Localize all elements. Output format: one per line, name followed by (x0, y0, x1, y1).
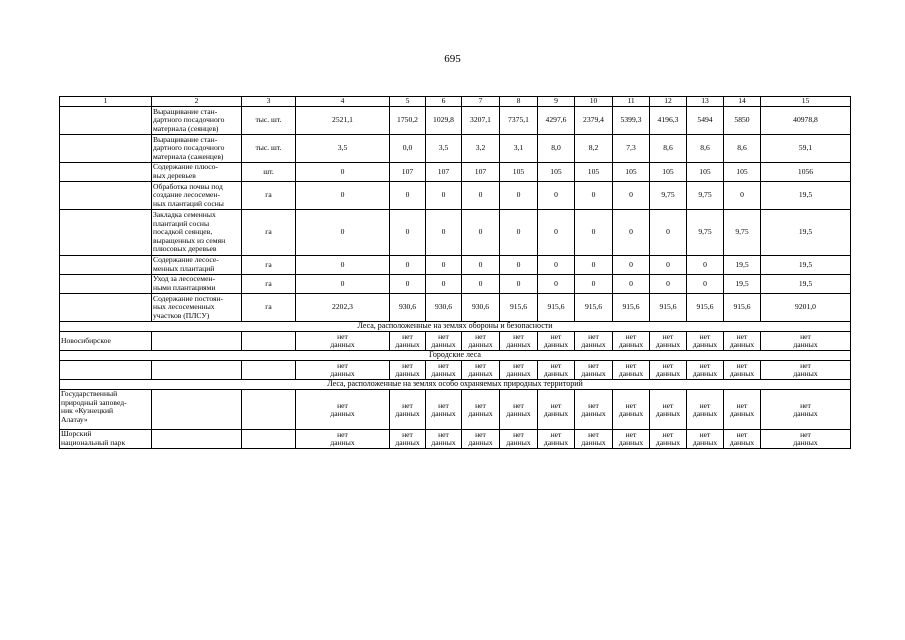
no-data-cell: нет данных (724, 430, 761, 449)
table-row (60, 210, 851, 256)
value-cell: 0 (390, 210, 426, 256)
value-cell: 915,6 (500, 294, 538, 322)
no-data-cell: нет данных (390, 430, 426, 449)
column-header: 12 (650, 97, 687, 107)
table-body (60, 97, 851, 449)
value-cell: 105 (613, 163, 650, 182)
no-data-cell: нет данных (575, 430, 613, 449)
no-data-cell: нет данных (426, 430, 462, 449)
value-cell: 19,5 (761, 182, 851, 210)
no-data-cell: нет данных (390, 390, 426, 430)
region-cell (60, 163, 152, 182)
no-data-cell: нет данных (538, 430, 575, 449)
value-cell: 0 (390, 275, 426, 294)
no-data-cell: нет данных (761, 390, 851, 430)
value-cell: 105 (687, 163, 724, 182)
value-cell: 1029,8 (426, 107, 462, 135)
value-cell: 19,5 (761, 275, 851, 294)
value-cell: 0 (426, 210, 462, 256)
value-cell: 0 (613, 256, 650, 275)
value-cell: 0 (613, 210, 650, 256)
value-cell: 0 (462, 182, 500, 210)
value-cell: 0 (687, 256, 724, 275)
section-row (60, 351, 851, 361)
value-cell: 4196,3 (650, 107, 687, 135)
no-data-cell: нет данных (500, 430, 538, 449)
no-data-cell: нет данных (462, 430, 500, 449)
activity-name (152, 430, 242, 449)
no-data-cell: нет данных (462, 332, 500, 351)
region-cell (60, 107, 152, 135)
table-row (60, 182, 851, 210)
value-cell: 0 (500, 182, 538, 210)
value-cell: 915,6 (613, 294, 650, 322)
value-cell: 19,5 (761, 210, 851, 256)
table-row (60, 135, 851, 163)
no-data-cell: нет данных (390, 361, 426, 380)
column-header: 6 (426, 97, 462, 107)
unit-cell (242, 332, 296, 351)
value-cell: 3,5 (296, 135, 390, 163)
value-cell: 105 (500, 163, 538, 182)
table-row (60, 256, 851, 275)
value-cell: 8,6 (687, 135, 724, 163)
value-cell: 107 (426, 163, 462, 182)
activity-name: Содержание плюсо- вых деревьев (152, 163, 242, 182)
value-cell: 7375,1 (500, 107, 538, 135)
value-cell: 0,0 (390, 135, 426, 163)
no-data-cell: нет данных (296, 332, 390, 351)
no-data-cell: нет данных (650, 332, 687, 351)
unit-cell (242, 390, 296, 430)
unit-cell: га (242, 256, 296, 275)
value-cell: 0 (575, 182, 613, 210)
unit-cell: га (242, 210, 296, 256)
activity-name: Закладка семенных плантаций сосны посадкой сеянцев, выращенных из семян плюсовых деревьев (152, 210, 242, 256)
table-row (60, 275, 851, 294)
value-cell: 105 (538, 163, 575, 182)
column-header: 7 (462, 97, 500, 107)
page-number: 695 (444, 53, 461, 65)
value-cell: 59,1 (761, 135, 851, 163)
value-cell: 0 (687, 275, 724, 294)
no-data-cell: нет данных (575, 332, 613, 351)
no-data-cell: нет данных (761, 361, 851, 380)
value-cell: 0 (575, 275, 613, 294)
no-data-cell: нет данных (613, 430, 650, 449)
value-cell: 0 (613, 182, 650, 210)
no-data-cell: нет данных (724, 361, 761, 380)
unit-cell: шт. (242, 163, 296, 182)
no-data-cell: нет данных (500, 390, 538, 430)
value-cell: 105 (575, 163, 613, 182)
value-cell: 9201,0 (761, 294, 851, 322)
value-cell: 930,6 (462, 294, 500, 322)
unit-cell: га (242, 275, 296, 294)
table-row (60, 361, 851, 380)
column-header: 4 (296, 97, 390, 107)
value-cell: 9,75 (687, 182, 724, 210)
value-cell: 0 (426, 275, 462, 294)
activity-name: Содержание лесосе- менных плантаций (152, 256, 242, 275)
value-cell: 40978,8 (761, 107, 851, 135)
region-cell (60, 275, 152, 294)
value-cell: 2521,1 (296, 107, 390, 135)
no-data-cell: нет данных (296, 361, 390, 380)
region-name: Шорский национальный парк (60, 430, 152, 449)
column-header: 13 (687, 97, 724, 107)
unit-cell: га (242, 294, 296, 322)
no-data-cell: нет данных (650, 430, 687, 449)
region-cell (60, 135, 152, 163)
value-cell: 0 (500, 256, 538, 275)
no-data-cell: нет данных (538, 361, 575, 380)
value-cell: 7,3 (613, 135, 650, 163)
value-cell: 0 (296, 275, 390, 294)
value-cell: 9,75 (650, 182, 687, 210)
no-data-cell: нет данных (500, 332, 538, 351)
value-cell: 0 (296, 256, 390, 275)
value-cell: 1056 (761, 163, 851, 182)
value-cell: 0 (426, 256, 462, 275)
value-cell: 19,5 (761, 256, 851, 275)
value-cell: 1750,2 (390, 107, 426, 135)
no-data-cell: нет данных (761, 332, 851, 351)
value-cell: 8,6 (650, 135, 687, 163)
no-data-cell: нет данных (296, 430, 390, 449)
value-cell: 915,6 (538, 294, 575, 322)
value-cell: 0 (296, 163, 390, 182)
no-data-cell: нет данных (462, 390, 500, 430)
value-cell: 0 (650, 256, 687, 275)
value-cell: 2202,3 (296, 294, 390, 322)
value-cell: 930,6 (426, 294, 462, 322)
unit-cell: тыс. шт. (242, 135, 296, 163)
no-data-cell: нет данных (687, 332, 724, 351)
value-cell: 5399,3 (613, 107, 650, 135)
value-cell: 0 (650, 275, 687, 294)
value-cell: 0 (538, 210, 575, 256)
value-cell: 0 (500, 275, 538, 294)
value-cell: 4297,6 (538, 107, 575, 135)
region-name: Государственный природный заповед- ник «Кузнецкий Алатау» (60, 390, 152, 430)
value-cell: 915,6 (575, 294, 613, 322)
value-cell: 0 (462, 275, 500, 294)
table-row (60, 430, 851, 449)
unit-cell (242, 361, 296, 380)
value-cell: 0 (390, 182, 426, 210)
value-cell: 915,6 (687, 294, 724, 322)
value-cell: 0 (538, 256, 575, 275)
activity-name: Обработка почвы под создание лесосемен- ных плантаций сосны (152, 182, 242, 210)
no-data-cell: нет данных (613, 332, 650, 351)
region-cell (60, 256, 152, 275)
no-data-cell: нет данных (575, 361, 613, 380)
value-cell: 2379,4 (575, 107, 613, 135)
value-cell: 0 (426, 182, 462, 210)
column-header: 11 (613, 97, 650, 107)
region-name (60, 361, 152, 380)
table-row (60, 107, 851, 135)
column-header: 2 (152, 97, 242, 107)
no-data-cell: нет данных (462, 361, 500, 380)
activity-name (152, 361, 242, 380)
region-cell (60, 210, 152, 256)
table-row (60, 390, 851, 430)
value-cell: 0 (650, 210, 687, 256)
unit-cell (242, 430, 296, 449)
value-cell: 9,75 (724, 210, 761, 256)
activity-name (152, 332, 242, 351)
no-data-cell: нет данных (500, 361, 538, 380)
column-header: 5 (390, 97, 426, 107)
value-cell: 0 (462, 256, 500, 275)
no-data-cell: нет данных (613, 390, 650, 430)
no-data-cell: нет данных (761, 430, 851, 449)
no-data-cell: нет данных (538, 390, 575, 430)
value-cell: 107 (390, 163, 426, 182)
value-cell: 0 (613, 275, 650, 294)
value-cell: 3,1 (500, 135, 538, 163)
unit-cell: тыс. шт. (242, 107, 296, 135)
value-cell: 0 (538, 182, 575, 210)
column-header: 1 (60, 97, 152, 107)
no-data-cell: нет данных (613, 361, 650, 380)
table-row (60, 332, 851, 351)
value-cell: 105 (724, 163, 761, 182)
value-cell: 915,6 (724, 294, 761, 322)
value-cell: 19,5 (724, 275, 761, 294)
section-row (60, 322, 851, 332)
no-data-cell: нет данных (538, 332, 575, 351)
activity-name: Содержание постоян- ных лесосеменных участков (ПЛСУ) (152, 294, 242, 322)
value-cell: 0 (500, 210, 538, 256)
activity-name: Выращивание стан- дартного посадочного материала (саженцев) (152, 135, 242, 163)
value-cell: 19,5 (724, 256, 761, 275)
region-cell (60, 294, 152, 322)
activity-name (152, 390, 242, 430)
section-row (60, 380, 851, 390)
unit-cell: га (242, 182, 296, 210)
value-cell: 0 (538, 275, 575, 294)
value-cell: 5494 (687, 107, 724, 135)
value-cell: 0 (390, 256, 426, 275)
value-cell: 0 (296, 182, 390, 210)
no-data-cell: нет данных (426, 332, 462, 351)
value-cell: 0 (575, 256, 613, 275)
value-cell: 0 (724, 182, 761, 210)
no-data-cell: нет данных (687, 430, 724, 449)
no-data-cell: нет данных (390, 332, 426, 351)
no-data-cell: нет данных (650, 361, 687, 380)
value-cell: 107 (462, 163, 500, 182)
no-data-cell: нет данных (724, 332, 761, 351)
value-cell: 3,2 (462, 135, 500, 163)
value-cell: 0 (575, 210, 613, 256)
value-cell: 0 (296, 210, 390, 256)
value-cell: 930,6 (390, 294, 426, 322)
data-table (59, 96, 851, 449)
no-data-cell: нет данных (296, 390, 390, 430)
section-title: Городские леса (60, 351, 851, 361)
column-header: 8 (500, 97, 538, 107)
no-data-cell: нет данных (687, 390, 724, 430)
value-cell: 8,0 (538, 135, 575, 163)
no-data-cell: нет данных (426, 361, 462, 380)
column-header: 9 (538, 97, 575, 107)
table-row (60, 294, 851, 322)
region-cell (60, 182, 152, 210)
activity-name: Уход за лесосемен- ными плантациями (152, 275, 242, 294)
value-cell: 8,2 (575, 135, 613, 163)
header-row (60, 97, 851, 107)
value-cell: 3,5 (426, 135, 462, 163)
activity-name: Выращивание стан- дартного посадочного материала (сеянцев) (152, 107, 242, 135)
no-data-cell: нет данных (575, 390, 613, 430)
no-data-cell: нет данных (650, 390, 687, 430)
section-title: Леса, расположенные на землях обороны и безопасности (60, 322, 851, 332)
section-title: Леса, расположенные на землях особо охраняемых природных территорий (60, 380, 851, 390)
column-header: 14 (724, 97, 761, 107)
value-cell: 9,75 (687, 210, 724, 256)
value-cell: 8,6 (724, 135, 761, 163)
column-header: 3 (242, 97, 296, 107)
value-cell: 105 (650, 163, 687, 182)
no-data-cell: нет данных (426, 390, 462, 430)
value-cell: 915,6 (650, 294, 687, 322)
value-cell: 0 (462, 210, 500, 256)
column-header: 10 (575, 97, 613, 107)
table-row (60, 163, 851, 182)
value-cell: 3207,1 (462, 107, 500, 135)
no-data-cell: нет данных (724, 390, 761, 430)
no-data-cell: нет данных (687, 361, 724, 380)
column-header: 15 (761, 97, 851, 107)
region-name: Новосибирское (60, 332, 152, 351)
value-cell: 5850 (724, 107, 761, 135)
